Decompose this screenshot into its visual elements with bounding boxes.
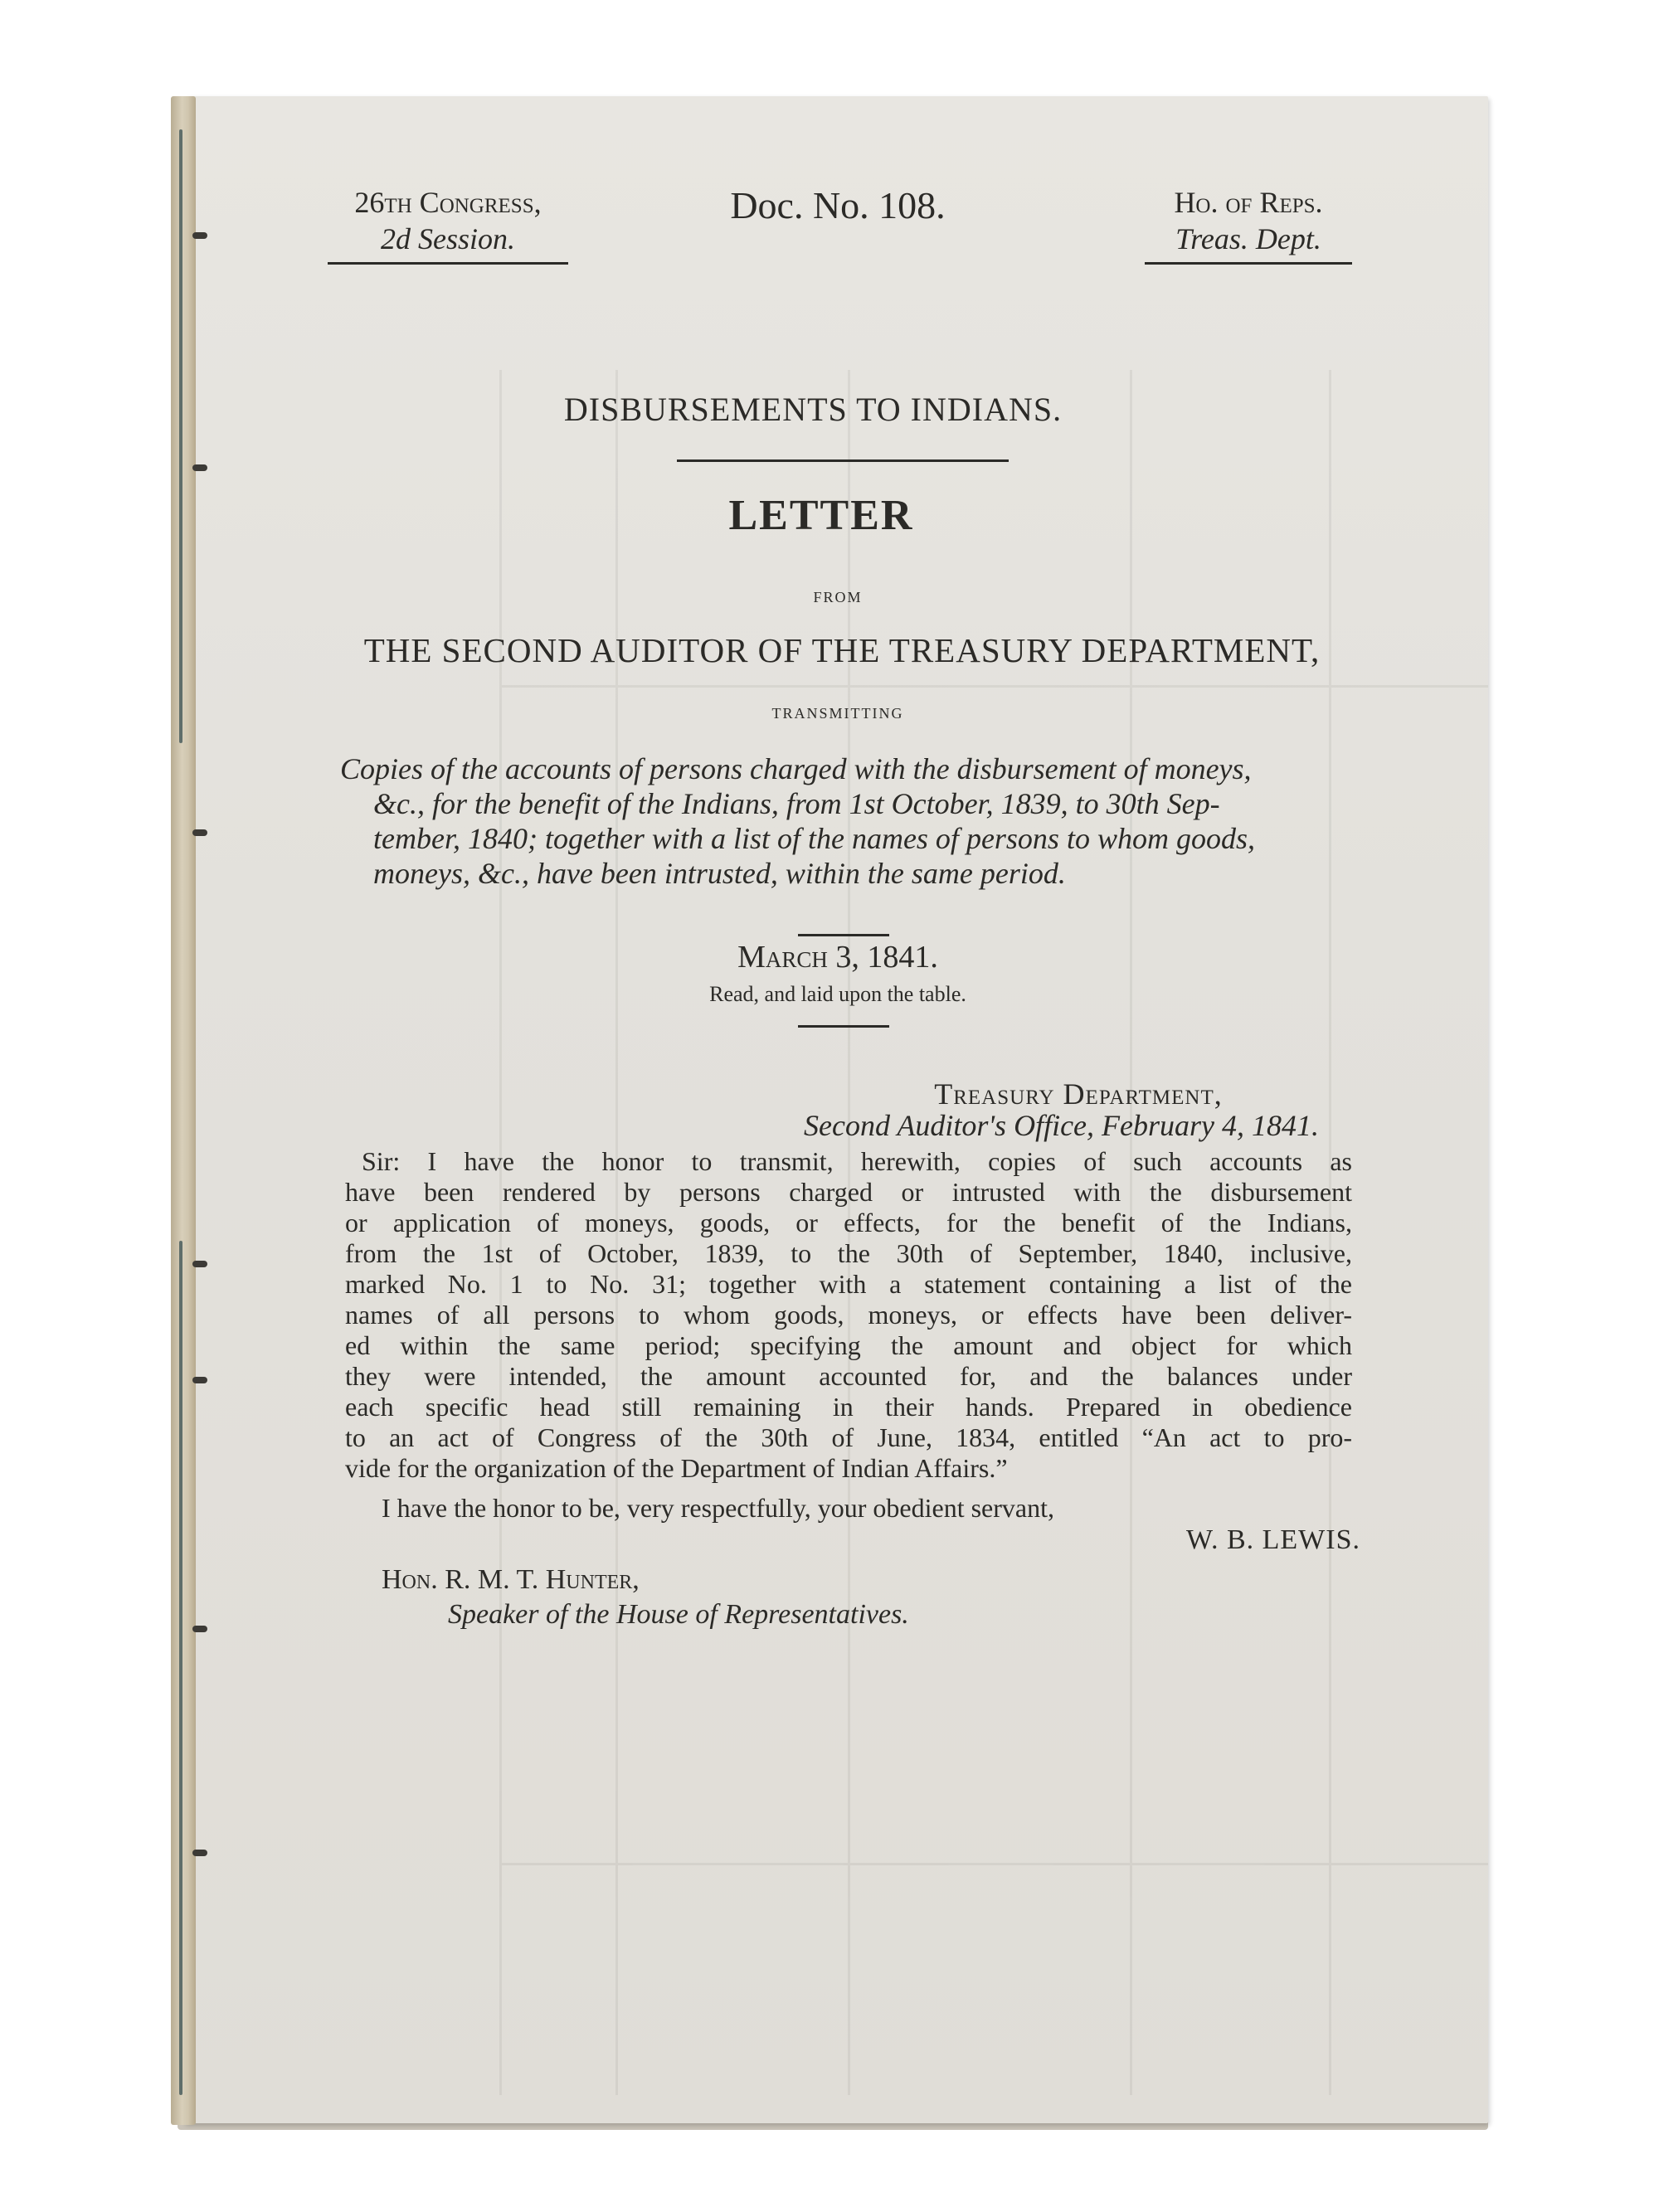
read-note: Read, and laid upon the table. — [709, 982, 966, 1006]
header-right-rule — [1145, 262, 1352, 265]
summary-paragraph — [340, 751, 1352, 891]
closing-line: I have the honor to be, very respectfully, your obedient servant, — [382, 1493, 1054, 1523]
binding-stitch — [192, 1261, 207, 1267]
binding-stitch — [192, 1626, 207, 1632]
house-label: Ho. of Reps. — [1174, 186, 1323, 219]
congress-session — [328, 184, 568, 265]
body-line: vide for the organization of the Department of Indian Affairs.” — [345, 1453, 1008, 1483]
body-line: or application of moneys, goods, or effects, for the benefit of the Indians, — [345, 1208, 1352, 1237]
document-number: Doc. No. 108. — [730, 184, 946, 226]
title-rule — [677, 459, 1009, 462]
session-label: 2d Session. — [381, 222, 515, 255]
binding-stitch — [192, 232, 207, 239]
addressee — [382, 1563, 1045, 1632]
department-label: Treas. Dept. — [1175, 222, 1321, 255]
body-line: ed within the same period; specifying the amount and object for which — [345, 1330, 1352, 1360]
date-rule-bottom — [798, 1025, 889, 1028]
header-left-rule — [328, 262, 568, 265]
dateline-department: Treasury Department, — [934, 1077, 1223, 1111]
sender-heading: THE SECOND AUDITOR OF THE TREASURY DEPARTMENT, — [363, 631, 1321, 669]
from-label: FROM — [813, 589, 863, 605]
addressee-name: Hon. R. M. T. Hunter, — [382, 1564, 640, 1595]
signature: W. B. LEWIS. — [1185, 1524, 1360, 1555]
spine-binding — [171, 96, 196, 2125]
letter-title: LETTER — [728, 492, 914, 539]
letter-body — [345, 1146, 1352, 1484]
binding-stitch — [192, 1850, 207, 1856]
summary-line: moneys, &c., have been intrusted, within the same period. — [373, 857, 1066, 890]
body-line: to an act of Congress of the 30th of June, 1834, entitled “An act to pro- — [345, 1422, 1352, 1452]
congress-label: 26th Congress, — [354, 186, 542, 219]
date-rule-top — [798, 934, 889, 936]
summary-line: Copies of the accounts of persons charged with the disbursement of moneys, — [340, 752, 1252, 785]
summary-line: &c., for the benefit of the Indians, from 1st October, 1839, to 30th Sep- — [373, 787, 1220, 820]
body-line: each specific head still remaining in their hands. Prepared in obedience — [345, 1392, 1352, 1422]
house-department — [1145, 184, 1352, 265]
body-line: from the 1st of October, 1839, to the 30th of September, 1840, inclusive, — [345, 1238, 1352, 1268]
addressee-title: Speaker of the House of Representatives. — [448, 1599, 909, 1630]
body-line: they were intended, the amount accounted for, and the balances under — [345, 1361, 1352, 1391]
summary-line: tember, 1840; together with a list of the names of persons to whom goods, — [373, 822, 1255, 855]
subject-heading: DISBURSEMENTS TO INDIANS. — [563, 391, 1063, 428]
body-line: have been rendered by persons charged or intrusted with the disbursement — [345, 1177, 1352, 1207]
binding-stitch — [192, 829, 207, 836]
binding-stitch — [192, 1377, 207, 1383]
body-line: Sir: I have the honor to transmit, herewith, copies of such accounts as — [362, 1146, 1352, 1176]
transmitting-label: TRANSMITTING — [771, 705, 904, 722]
body-line: names of all persons to whom goods, moneys, or effects have been deliver- — [345, 1300, 1352, 1330]
binding-stitch — [192, 464, 207, 471]
presentation-date: March 3, 1841. — [737, 940, 938, 975]
dateline-office: Second Auditor's Office, February 4, 1841. — [804, 1109, 1319, 1142]
body-line: marked No. 1 to No. 31; together with a statement containing a list of the — [345, 1269, 1352, 1299]
